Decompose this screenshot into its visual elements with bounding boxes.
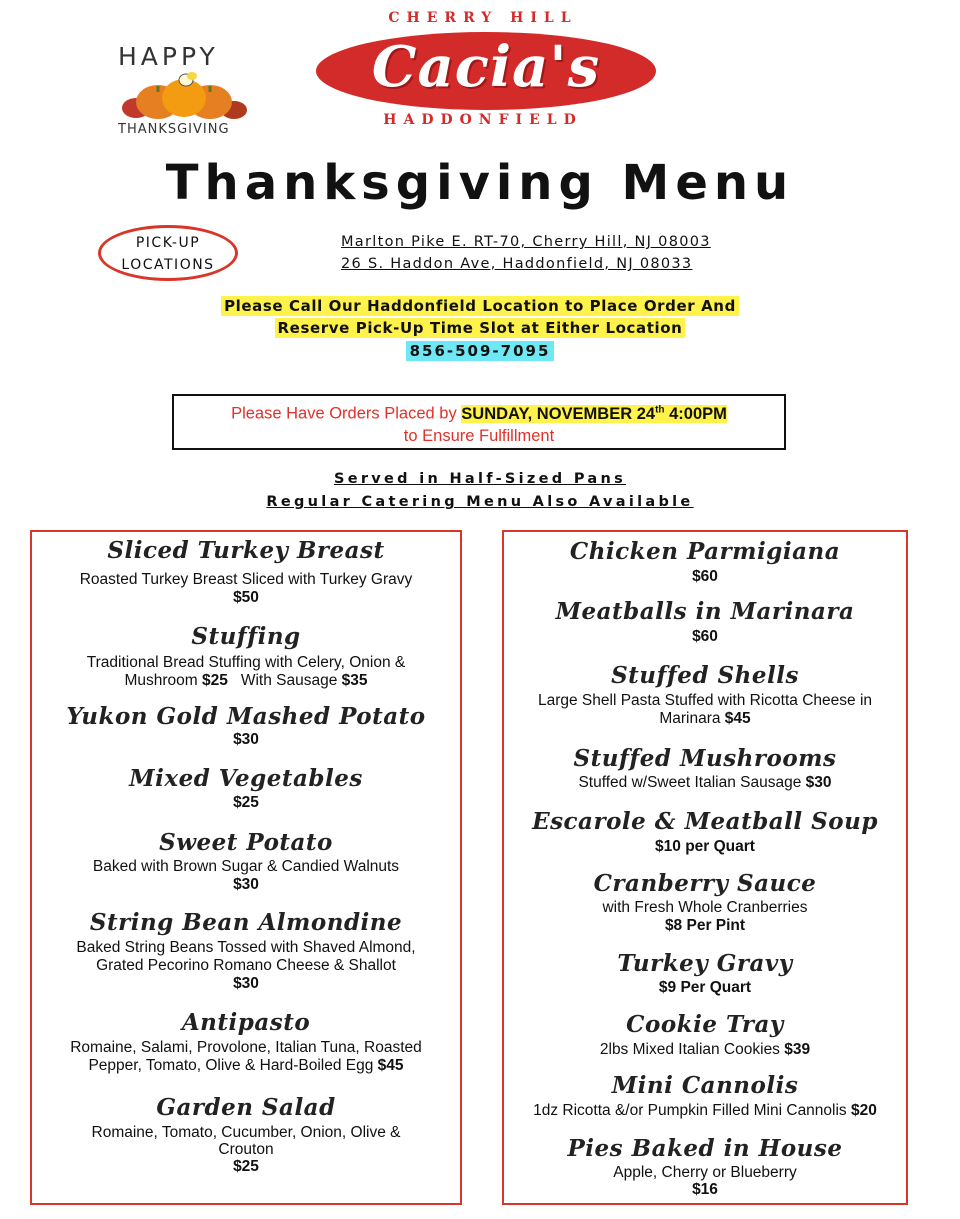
shells-desc2: Marinara bbox=[659, 710, 721, 727]
item-name: Sliced Turkey Breast bbox=[107, 537, 385, 564]
pickup-label: PICK-UP LOCATIONS bbox=[121, 235, 215, 273]
item-name: Yukon Gold Mashed Potato bbox=[66, 703, 426, 730]
antipasto-price: $45 bbox=[377, 1057, 404, 1074]
item-name: Chicken Parmigiana bbox=[569, 538, 841, 565]
item-name: Stuffed Mushrooms bbox=[573, 745, 837, 772]
call-instruction-line1 bbox=[0, 297, 960, 315]
item-name: Mini Cannolis bbox=[611, 1072, 799, 1099]
deadline-date bbox=[461, 405, 727, 423]
stuffing-mushroom-text: Mushroom bbox=[124, 672, 198, 689]
item-description: Romaine, Salami, Provolone, Italian Tuna, Roasted bbox=[70, 1039, 422, 1056]
item-price: $30 bbox=[233, 975, 259, 992]
address-haddonfield: 26 S. Haddon Ave, Haddonfield, NJ 08033 bbox=[341, 256, 693, 272]
cookie-desc: 2lbs Mixed Italian Cookies bbox=[599, 1041, 780, 1058]
deadline-date-suffix: th bbox=[655, 404, 665, 415]
item-name: Meatballs in Marinara bbox=[555, 598, 855, 625]
item-name: Mixed Vegetables bbox=[129, 765, 363, 792]
item-price: $60 bbox=[692, 568, 718, 585]
mushrooms-price: $30 bbox=[805, 774, 832, 791]
item-name: Cookie Tray bbox=[626, 1011, 784, 1038]
cannolis-price: $20 bbox=[851, 1102, 877, 1119]
item-name: Sweet Potato bbox=[159, 829, 333, 856]
item-name: Stuffed Shells bbox=[611, 662, 799, 689]
item-description bbox=[502, 1102, 908, 1120]
shells-price: $45 bbox=[724, 710, 751, 727]
item-description: Crouton bbox=[218, 1141, 274, 1158]
item-price: $50 bbox=[233, 589, 259, 606]
item-description: Baked String Beans Tossed with Shaved Almond, bbox=[76, 939, 416, 956]
item-price: $60 bbox=[692, 628, 718, 645]
deadline-date-text: SUNDAY, NOVEMBER 24 bbox=[461, 404, 656, 423]
item-description bbox=[502, 774, 908, 792]
item-description: Roasted Turkey Breast Sliced with Turkey Gravy bbox=[79, 571, 413, 588]
call-line2-text: Reserve Pick-Up Time Slot at Either Location bbox=[275, 318, 686, 338]
item-description bbox=[30, 1057, 462, 1075]
item-price: $9 Per Quart bbox=[658, 979, 752, 996]
item-description bbox=[502, 1041, 908, 1059]
phone-number: 856-509-7095 bbox=[406, 341, 555, 361]
item-name: Turkey Gravy bbox=[617, 950, 793, 977]
item-description: Traditional Bread Stuffing with Celery, Onion & bbox=[86, 654, 406, 671]
item-description: Large Shell Pasta Stuffed with Ricotta Cheese in bbox=[537, 692, 873, 709]
deadline-line1 bbox=[174, 404, 784, 424]
item-price: $10 per Quart bbox=[655, 838, 755, 855]
deadline-line2: to Ensure Fulfillment bbox=[403, 427, 555, 445]
stuffing-sausage-price: $35 bbox=[341, 672, 368, 689]
logo-top-text: CHERRY HILL bbox=[388, 10, 578, 26]
item-name: String Bean Almondine bbox=[89, 909, 403, 936]
served-note: Served in Half-Sized Pans bbox=[333, 471, 627, 487]
item-name: Antipasto bbox=[181, 1009, 311, 1036]
stuffing-sausage-text: With Sausage bbox=[240, 672, 338, 689]
happy-text: HAPPY bbox=[118, 42, 219, 71]
item-price: $16 bbox=[692, 1181, 718, 1198]
phone-line bbox=[0, 342, 960, 360]
order-deadline-box bbox=[172, 394, 786, 450]
call-line1-text: Please Call Our Haddonfield Location to Place Order And bbox=[221, 296, 739, 316]
mushrooms-desc: Stuffed w/Sweet Italian Sausage bbox=[578, 774, 802, 791]
item-name: Stuffing bbox=[191, 623, 301, 650]
stuffing-price: $25 bbox=[202, 672, 228, 689]
logo-name: Cacia's bbox=[371, 34, 601, 100]
item-price: $30 bbox=[233, 876, 259, 893]
deadline-time: 4:00PM bbox=[669, 404, 727, 423]
item-description: Romaine, Tomato, Cucumber, Onion, Olive & bbox=[91, 1124, 401, 1141]
cookie-price: $39 bbox=[784, 1041, 811, 1058]
address-cherry-hill: Marlton Pike E. RT-70, Cherry Hill, NJ 08003 bbox=[341, 234, 711, 250]
item-name: Garden Salad bbox=[156, 1094, 336, 1121]
item-price: $25 bbox=[233, 1158, 259, 1175]
cannolis-desc: 1dz Ricotta &/or Pumpkin Filled Mini Cannolis bbox=[533, 1102, 847, 1119]
deadline-prefix: Please Have Orders Placed by bbox=[231, 404, 457, 423]
item-description: with Fresh Whole Cranberries bbox=[602, 899, 808, 916]
happy-thanksgiving-badge bbox=[110, 40, 260, 140]
item-price: $25 bbox=[233, 794, 259, 811]
pumpkins-icon bbox=[120, 70, 250, 122]
item-name: Escarole & Meatball Soup bbox=[532, 808, 878, 835]
item-name: Pies Baked in House bbox=[567, 1135, 843, 1162]
thanksgiving-text: THANKSGIVING bbox=[118, 122, 230, 137]
item-name: Cranberry Sauce bbox=[593, 870, 817, 897]
antipasto-desc2: Pepper, Tomato, Olive & Hard-Boiled Egg bbox=[88, 1057, 374, 1074]
item-description: Apple, Cherry or Blueberry bbox=[613, 1164, 797, 1181]
logo-bottom-text: HADDONFIELD bbox=[383, 112, 583, 128]
cacias-logo bbox=[296, 8, 670, 136]
item-description: Grated Pecorino Romano Cheese & Shallot bbox=[96, 957, 396, 974]
catering-note: Regular Catering Menu Also Available bbox=[266, 494, 694, 510]
item-description bbox=[30, 672, 462, 690]
item-price: $8 Per Pint bbox=[664, 917, 746, 934]
item-description: Baked with Brown Sugar & Candied Walnuts bbox=[92, 858, 400, 875]
page-title: Thanksgiving Menu bbox=[165, 155, 795, 211]
item-description bbox=[502, 710, 908, 728]
item-price: $30 bbox=[233, 731, 259, 748]
call-instruction-line2 bbox=[0, 319, 960, 337]
